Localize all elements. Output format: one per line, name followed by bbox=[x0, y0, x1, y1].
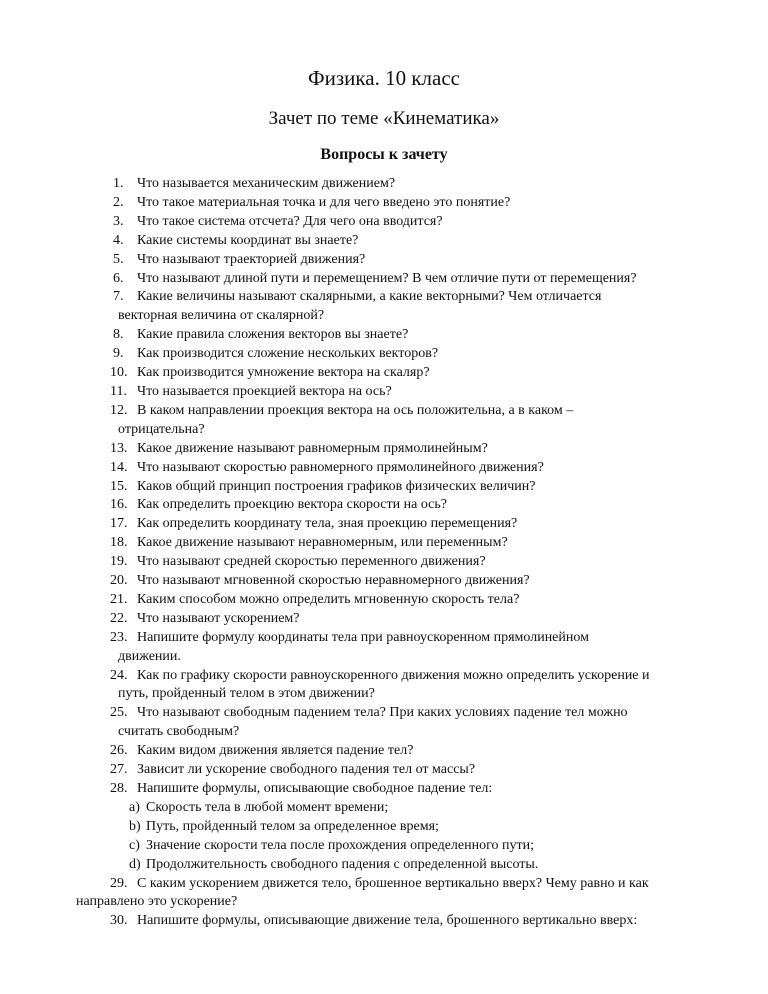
question-item bbox=[0, 761, 768, 780]
question-list bbox=[0, 175, 768, 931]
section-heading: Вопросы к зачету bbox=[320, 146, 448, 163]
question-text: Напишите формулы, описывающие свободное падение тел: bbox=[137, 781, 493, 796]
sub-item-text: Продолжительность свободного падения с определенной высоты. bbox=[146, 856, 539, 872]
sub-item bbox=[0, 799, 768, 818]
question-number: 26. bbox=[110, 743, 128, 759]
question-item bbox=[0, 251, 768, 270]
question-text: Напишите формулы, описывающие движение тела, брошенного вертикально вверх: bbox=[137, 913, 638, 929]
question-item bbox=[0, 572, 768, 591]
question-continuation: векторная величина от скалярной? bbox=[118, 308, 325, 324]
question-item bbox=[0, 288, 768, 326]
question-continuation: движении. bbox=[118, 648, 181, 664]
question-item bbox=[0, 270, 768, 289]
question-number: 30. bbox=[110, 913, 128, 929]
question-number: 27. bbox=[110, 762, 128, 778]
question-item bbox=[0, 175, 768, 194]
question-text: Зависит ли ускорение свободного падения тел от массы? bbox=[137, 762, 476, 778]
question-number: 3. bbox=[113, 213, 124, 229]
question-item bbox=[0, 610, 768, 629]
question-text: Что называют свободным падением тела? При каких условиях падение тел можно bbox=[137, 705, 628, 721]
question-item bbox=[0, 780, 768, 799]
question-number: 17. bbox=[110, 516, 128, 532]
question-text: Какое движение называют равномерным прямолинейным? bbox=[137, 440, 488, 456]
question-number: 22. bbox=[110, 610, 128, 626]
question-text: Как определить координату тела, зная проекцию перемещения? bbox=[137, 516, 518, 532]
question-text: В каком направлении проекция вектора на ось положительна, а в каком – bbox=[137, 402, 574, 418]
question-number: 24. bbox=[110, 667, 128, 683]
sub-item-text: Скорость тела в любой момент времени; bbox=[146, 799, 389, 815]
question-text: Что такое материальная точка и для чего введено это понятие? bbox=[137, 194, 511, 210]
question-text: Как производится умножение вектора на скаляр? bbox=[137, 365, 430, 381]
question-item bbox=[0, 742, 768, 761]
question-number: 19. bbox=[110, 554, 128, 570]
question-text: Как производится сложение нескольких векторов? bbox=[137, 346, 439, 362]
sub-item bbox=[0, 837, 768, 856]
question-number: 5. bbox=[113, 251, 124, 267]
question-item bbox=[0, 515, 768, 534]
question-text: Что называют длиной пути и перемещением? В чем отличие пути от перемещения? bbox=[137, 270, 637, 286]
question-item bbox=[0, 875, 768, 913]
question-number: 8. bbox=[113, 327, 124, 343]
question-item bbox=[0, 591, 768, 610]
question-number: 13. bbox=[110, 440, 128, 456]
question-item bbox=[0, 496, 768, 515]
question-text: Что называют скоростью равномерного прямолинейного движения? bbox=[137, 459, 544, 475]
question-number: 16. bbox=[110, 497, 128, 513]
question-number: 12. bbox=[110, 402, 128, 418]
question-item bbox=[0, 232, 768, 251]
question-text: Что называют мгновенной скоростью неравномерного движения? bbox=[137, 573, 530, 589]
question-number: 2. bbox=[113, 194, 124, 210]
sub-item bbox=[0, 856, 768, 875]
question-item bbox=[0, 440, 768, 459]
question-number: 9. bbox=[113, 346, 124, 362]
question-continuation: отрицательна? bbox=[118, 421, 205, 437]
question-number: 6. bbox=[113, 270, 124, 286]
question-continuation: путь, пройденный телом в этом движении? bbox=[118, 686, 375, 702]
question-number: 28. bbox=[110, 781, 128, 796]
question-item bbox=[0, 478, 768, 497]
question-number: 20. bbox=[110, 573, 128, 589]
page-subtitle: Зачет по теме «Кинематика» bbox=[268, 108, 500, 129]
question-number: 15. bbox=[110, 478, 128, 494]
question-item bbox=[0, 459, 768, 478]
question-text: Как по графику скорости равноускоренного движения можно определить ускорение и bbox=[137, 667, 650, 683]
question-item bbox=[0, 534, 768, 553]
sub-item-text: Путь, пройденный телом за определенное время; bbox=[146, 818, 439, 834]
question-text: Что называют средней скоростью переменного движения? bbox=[137, 554, 486, 570]
question-item bbox=[0, 912, 768, 931]
question-number: 10. bbox=[110, 365, 128, 381]
question-number: 1. bbox=[113, 176, 124, 191]
question-number: 11. bbox=[110, 383, 127, 399]
question-text: Какие величины называют скалярными, а какие векторными? Чем отличается bbox=[137, 289, 602, 305]
question-text: Что называют траекторией движения? bbox=[137, 251, 366, 267]
question-text: Что такое система отсчета? Для чего она вводится? bbox=[137, 213, 443, 229]
question-text: Как определить проекцию вектора скорости на ось? bbox=[137, 497, 447, 513]
question-item bbox=[0, 345, 768, 364]
question-number: 14. bbox=[110, 459, 128, 475]
question-text: Каким видом движения является падение тел? bbox=[137, 743, 414, 759]
question-number: 29. bbox=[110, 875, 128, 891]
question-number: 25. bbox=[110, 705, 128, 721]
question-item bbox=[0, 326, 768, 345]
sub-item-text: Значение скорости тела после прохождения определенного пути; bbox=[146, 837, 535, 853]
question-item bbox=[0, 704, 768, 742]
question-item bbox=[0, 402, 768, 440]
question-text: Что называют ускорением? bbox=[137, 610, 300, 626]
question-number: 23. bbox=[110, 629, 128, 645]
question-text: Какие правила сложения векторов вы знаете? bbox=[137, 327, 409, 343]
question-text: С каким ускорением движется тело, брошенное вертикально вверх? Чему равно и как bbox=[137, 875, 649, 891]
sub-item-letter: a) bbox=[129, 799, 140, 815]
question-item bbox=[0, 364, 768, 383]
question-text: Что называется проекцией вектора на ось? bbox=[137, 383, 392, 399]
question-number: 7. bbox=[113, 289, 124, 305]
question-continuation: направлено это ускорение? bbox=[76, 894, 238, 910]
sub-item-letter: b) bbox=[129, 818, 141, 834]
question-text: Каким способом можно определить мгновенную скорость тела? bbox=[137, 591, 520, 607]
sub-item-letter: c) bbox=[129, 837, 140, 853]
question-text: Какие системы координат вы знаете? bbox=[137, 232, 359, 248]
question-item bbox=[0, 667, 768, 705]
sub-item-letter: d) bbox=[129, 856, 141, 872]
question-item bbox=[0, 213, 768, 232]
question-text: Какое движение называют неравномерным, или переменным? bbox=[137, 535, 508, 551]
sub-item bbox=[0, 818, 768, 837]
question-item bbox=[0, 553, 768, 572]
page-title: Физика. 10 класс bbox=[308, 66, 460, 90]
question-continuation: считать свободным? bbox=[118, 724, 240, 740]
question-text: Напишите формулу координаты тела при равноускоренном прямолинейном bbox=[137, 629, 589, 645]
question-item bbox=[0, 629, 768, 667]
question-number: 21. bbox=[110, 591, 128, 607]
question-text: Каков общий принцип построения графиков физических величин? bbox=[137, 478, 536, 494]
question-text: Что называется механическим движением? bbox=[137, 176, 396, 191]
question-item bbox=[0, 383, 768, 402]
question-item bbox=[0, 194, 768, 213]
question-number: 4. bbox=[113, 232, 124, 248]
question-number: 18. bbox=[110, 535, 128, 551]
